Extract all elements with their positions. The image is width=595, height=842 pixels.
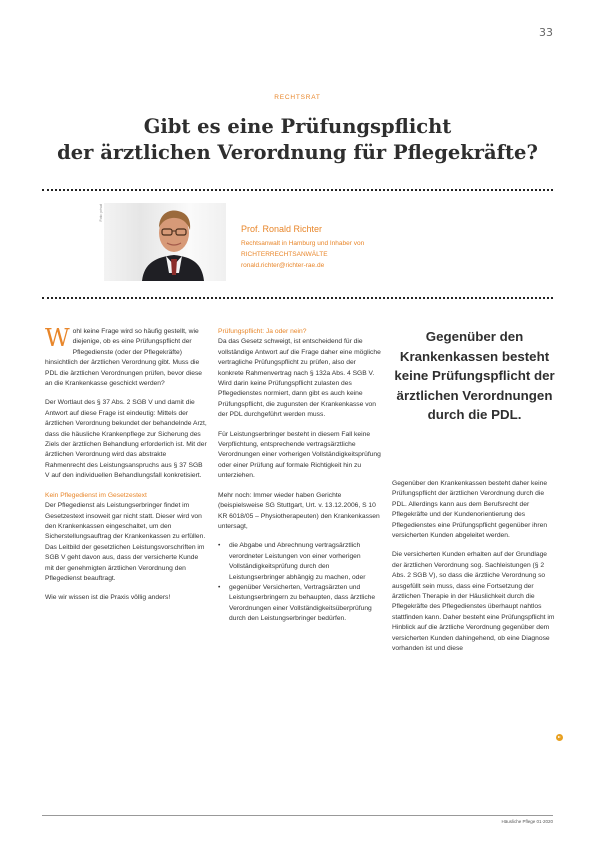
arrow-right-icon[interactable] (556, 734, 563, 741)
bullet-list (218, 541, 382, 624)
paragraph: Die versicherten Kunden erhalten auf der Grundlage der ärztlichen Verordnung sog. Sachleistungen (§ 2 Abs. 2 SGB V), so dass die ärztliche Verordnung so ausgefüllt sein muss, dass eine Fortsetzung der ärztlichen Therapie in der Häuslichkeit durch die Pflegekräfte des Pflegedienstes überhaupt nahtlos stattfinden kann. Daher besteht eine Prüfungspflicht im Hinblick auf die ärztliche Verordnung gegenüber dem versicherten Kunden dahingehend, ob eine Diagnose vorhanden ist und diese (392, 551, 555, 653)
photo-credit: Foto: privat (99, 204, 103, 222)
rubric: RECHTSRAT (274, 94, 321, 101)
divider-bottom (42, 297, 553, 299)
paragraph: Für Leistungserbringer besteht in diesem Fall keine Verpflichtung, entsprechende vertragsärztliche Verordnungen einer vorherigen Vollständigkeitsprüfung oder einer Prüfung auf formale Richtigkeit hin zu unterziehen. (218, 430, 381, 480)
paragraph: Da das Gesetz schweigt, ist entscheidend für die vollständige Antwort auf die Frage daher eine mögliche vertragliche Prüfungspflicht zu prüfen, also der konkrete Rahmenvertrag nach § 132a Abs. 4 SGB V. Wird darin keine Prüfungspflicht zulasten des Pflegedienstes normiert, dann gibt es auch keine Prüfungspflicht, die zugunsten der Krankenkasse von der PDL durchgeführt werden muss. (218, 338, 381, 419)
list-item: • die Abgabe und Abrechnung vertragsärztlich verordneter Leistungen von einer vorherigen Vollständigkeitsprüfung durch den Leistungserbringer abhängig zu machen, oder (218, 541, 382, 583)
list-item: • gegenüber Versicherten, Vertragsärzten und Leistungserbringern zu behaupten, dass ärztliche Verordnungen einer Vollständigkeitsüberprüfung durch den Leistungserbringer bedürfen. (218, 583, 382, 625)
page-title (40, 114, 555, 166)
column-3 (392, 479, 556, 664)
footer-rule (42, 815, 553, 816)
author-title: Rechtsanwalt in Hamburg und Inhaber von (241, 240, 365, 247)
column-2 (218, 327, 382, 625)
author-name: Prof. Ronald Richter (241, 224, 323, 234)
author-email[interactable]: ronald.richter@richter-rae.de (241, 262, 325, 269)
dropcap: W (45, 324, 70, 352)
paragraph: Der Wortlaut des § 37 Abs. 2 SGB V und damit die Antwort auf diese Frage ist eindeutig: Mittels der ärztlichen Verordnung bekundet der behandelnde Arzt, dass die häusliche Krankenpflege zur Sicherung des Ziels der ärztlichen Behandlung erforderlich ist. Mit der ärztlichen Verordnung wird das abstrakte Rahmenrecht des Leistungsanspruchs aus § 37 SGB V auf den individuellen Behandlungsfall konkretisiert. (45, 399, 207, 480)
author-portrait-image (104, 203, 226, 281)
paragraph: Mehr noch: Immer wieder haben Gerichte (beispielsweise SG Stuttgart, Urt. v. 13.12.2006, S 10 KR 6018/05 – Physiotherapeuten) den Krankenkassen untersagt, (218, 491, 380, 530)
subheading: Prüfungspflicht: Ja oder nein? (218, 328, 307, 335)
page-number: 33 (539, 26, 553, 39)
paragraph: Wohl keine Frage wird so häufig gestellt, wie diejenige, ob es eine Prüfungspflicht der Pflegedienste (oder der Pflegekräfte) hinsichtlich der ärztlichen Verordnung gibt. Muss die PDL die ärztlichen Verordnungen prüfen, bevor diese an die Krankenkasse geschickt werden? (45, 324, 203, 388)
subheading: Kein Pflegedienst im Gesetzestext (45, 491, 147, 499)
title-line-1: Gibt es eine Prüfungspflicht (143, 115, 452, 138)
pull-quote: Gegenüber den Krankenkassen besteht keine Prüfungspflicht der ärztlichen Verordnungen durch die PDL. (394, 329, 555, 423)
paragraph: Wie wir wissen ist die Praxis völlig anders! (45, 594, 171, 602)
footer-issue: Häusliche Pflege 01·2020 (501, 819, 553, 824)
paragraph: Der Pflegedienst als Leistungserbringer findet im Gesetzestext insoweit gar nicht statt. Dieser wird von den Krankenkassen eingeschaltet, um den Sicherstellungsauftrag der Krankenkassen zu erfüllen. Das Leitbild der gesetzlichen Leistungsvorschriften im SGB V geht davon aus, dass der versicherte Kunde mit der genehmigten ärztlichen Verordnung den Pflegedienst beauftragt. (45, 502, 206, 582)
paragraph: Gegenüber den Krankenkassen besteht daher keine Prüfungspflicht der ärztlichen Verordnung durch die PDL. Allerdings kann aus dem Berufsrecht der Pflegekräfte und der Kundenorientierung des Pflegedienstes eine Prüfungspflicht gegenüber ihren versicherten Kunden abgeleitet werden. (392, 480, 548, 540)
column-1 (45, 324, 207, 613)
divider-top (42, 189, 553, 191)
title-line-2: der ärztlichen Verordnung für Pflegekräfte? (57, 141, 538, 164)
author-firm: RICHTERRECHTSANWÄLTE (241, 251, 328, 258)
author-photo (104, 203, 226, 281)
